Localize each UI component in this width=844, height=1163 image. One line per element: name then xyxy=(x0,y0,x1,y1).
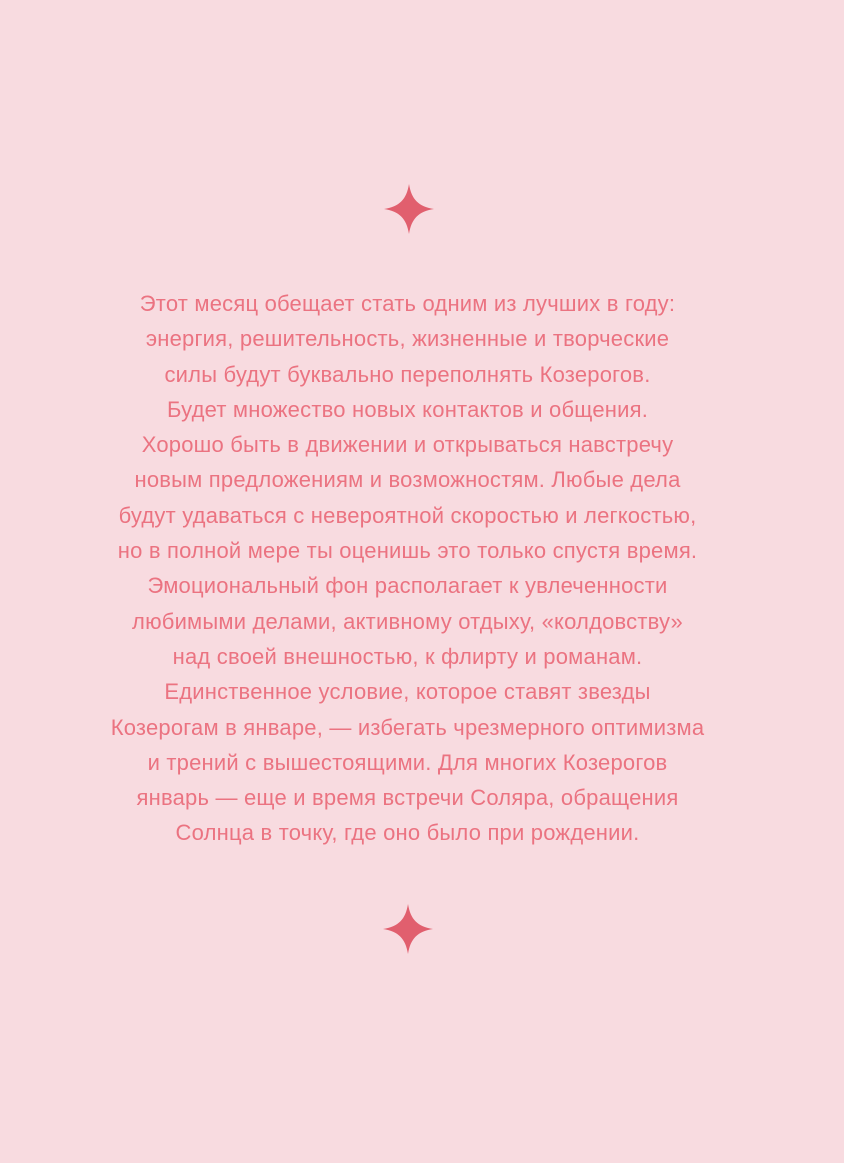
paragraph-line: над своей внешностью, к флирту и романам. xyxy=(172,643,643,669)
paragraph-line: Солнца в точку, где оно было при рождении. xyxy=(175,820,640,846)
paragraph-line: Эмоциональный фон располагает к увлеченности xyxy=(147,573,668,599)
paragraph-line: Этот месяц обещает стать одним из лучших в году: xyxy=(139,291,676,316)
paragraph-line: новым предложениям и возможностям. Любые дела xyxy=(134,467,681,493)
paragraph-line: будут удаваться с невероятной скоростью и легкостью, xyxy=(118,502,697,528)
horoscope-paragraph xyxy=(0,286,815,851)
paragraph-line: Единственное условие, которое ставят звезды xyxy=(164,679,651,705)
paragraph-line: январь — еще и время встречи Соляра, обращения xyxy=(136,785,679,811)
paragraph-line: силы будут буквально переполнять Козерогов. xyxy=(164,361,651,387)
paragraph-line: Козерогам в январе, — избегать чрезмерного оптимизма xyxy=(110,714,705,740)
paragraph-line: любимыми делами, активному отдыху, «колдовству» xyxy=(132,608,683,634)
paragraph-line: Хорошо быть в движении и открываться навстречу xyxy=(141,432,674,458)
sparkle-icon xyxy=(384,184,434,234)
paragraph-line: и трений с вышестоящими. Для многих Козерогов xyxy=(147,749,668,775)
paragraph-line: но в полной мере ты оценишь это только спустя время. xyxy=(117,538,698,564)
paragraph-line: энергия, решительность, жизненные и творческие xyxy=(145,326,670,352)
sparkle-icon xyxy=(383,904,433,954)
paragraph-line: Будет множество новых контактов и общения. xyxy=(166,396,649,422)
